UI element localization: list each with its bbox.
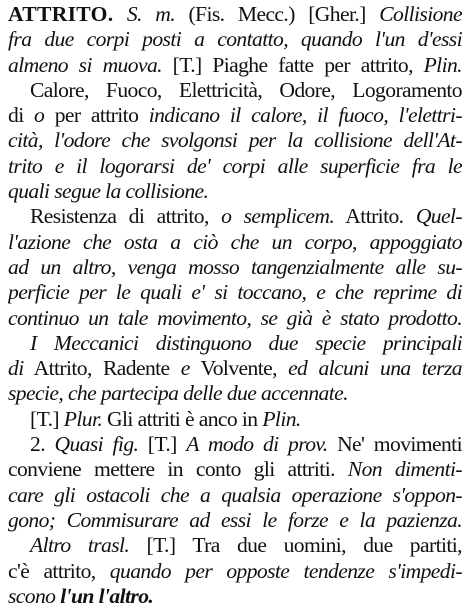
entry-line — [8, 78, 462, 103]
sense-label: Quasi fig. — [54, 432, 139, 457]
plural-label: Plur. — [63, 406, 103, 431]
entry-line — [8, 27, 462, 52]
definition-text: Collisione — [379, 2, 462, 26]
tommaseo-tag: [T.] — [30, 406, 59, 431]
example-text: o semplicem. — [221, 204, 335, 229]
example-text: scono — [8, 583, 56, 608]
example-text: distinguono due specie principali — [155, 330, 462, 355]
entry-line — [8, 53, 462, 78]
example-text: Ne' movimenti — [337, 432, 462, 457]
entry-line — [8, 533, 462, 558]
example-text: l'un l'altro. — [60, 583, 154, 608]
entry-line — [8, 103, 462, 128]
example-text: Gli attriti è anco in — [107, 406, 258, 431]
example-text: perficie per le quali e' si toccano, e che reprime di — [8, 280, 462, 305]
example-text: Piaghe fatte per attrito, — [212, 52, 413, 77]
entry-line — [8, 230, 462, 255]
example-text: specie, che partecipa delle due accennate. — [8, 381, 348, 406]
example-text: Attrito, Radente — [33, 356, 170, 381]
entry-line — [8, 204, 462, 229]
entry-line — [8, 154, 462, 179]
example-text: per attrito — [54, 103, 139, 128]
entry-line — [8, 128, 462, 153]
sources-label: (Fis. Mecc.) [Gher.] — [188, 2, 366, 26]
definition-text: fra due corpi posti a contatto, quando l'un d'essi — [8, 27, 462, 52]
grammar-label: S. m. — [126, 2, 176, 26]
source-label: Plin. — [262, 406, 301, 431]
sense-number: 2. — [30, 432, 45, 457]
entry-line — [8, 483, 462, 508]
tommaseo-tag: [T.] — [147, 432, 177, 457]
example-text: cità, l'odore che svolgonsi per la collisione dell'At- — [8, 128, 462, 153]
example-text: di — [8, 103, 24, 128]
example-text: ed alcuni una terza — [288, 356, 462, 381]
entry-line — [8, 432, 462, 457]
example-text: quali segue la collisione. — [8, 179, 209, 204]
headword: ATTRITO. — [8, 2, 114, 26]
tommaseo-tag: [T.] — [146, 533, 176, 558]
example-text: Resistenza di attrito, — [30, 204, 209, 229]
example-text: I Meccanici — [30, 330, 139, 355]
entry-line — [8, 179, 462, 204]
example-text: trito — [8, 153, 43, 178]
example-text: e il logorarsi de' corpi alle superficie fra le — [54, 153, 462, 178]
entry-line — [8, 457, 462, 482]
entry-line — [8, 280, 462, 305]
entry-line — [8, 356, 462, 381]
example-text: indicano il calore, il fuoco, l'elettri- — [148, 103, 462, 128]
entry-line — [8, 331, 462, 356]
example-text: ad un altro, venga mosso tangenzialmente alle su- — [8, 254, 462, 279]
example-text: e — [180, 356, 190, 381]
entry-line — [8, 559, 462, 584]
example-text: quando per opposte tendenze s'impedi- — [109, 558, 462, 583]
usage-label: A modo di prov. — [186, 432, 328, 457]
example-text: Quel- — [415, 204, 462, 229]
definition-text: almeno si muova. — [8, 52, 162, 77]
example-text: continuo un tale movimento, se già è stato prodotto. — [8, 305, 462, 330]
entry-line — [8, 2, 462, 27]
example-text: care gli ostacoli che a qualsia operazione s'oppon- — [8, 482, 462, 507]
example-text: l'azione che osta a ciò che un corpo, appoggiato — [8, 229, 462, 254]
example-text: Attrito. — [345, 204, 404, 229]
example-text: Non dimenti- — [347, 457, 462, 482]
example-text: o — [34, 103, 45, 128]
example-text: Calore, Fuoco, Elettricità, Odore, Logoramento — [30, 77, 462, 102]
example-text: di — [8, 356, 24, 381]
example-text: Volvente, — [200, 356, 277, 381]
example-text: c'è attrito, — [8, 558, 96, 583]
source-label: Plin. — [423, 52, 462, 77]
tommaseo-tag: [T.] — [172, 52, 202, 77]
entry-line — [8, 381, 462, 406]
entry-line — [8, 407, 462, 432]
example-text: Tra due uomini, due partiti, — [192, 533, 462, 558]
entry-line — [8, 306, 462, 331]
entry-line — [8, 255, 462, 280]
example-text: gono; Commisurare ad essi le forze e la pazienza. — [8, 507, 462, 532]
example-text: conviene mettere in conto gli attriti. — [8, 457, 335, 482]
sense-label: Altro trasl. — [30, 533, 130, 558]
entry-line — [8, 584, 462, 609]
